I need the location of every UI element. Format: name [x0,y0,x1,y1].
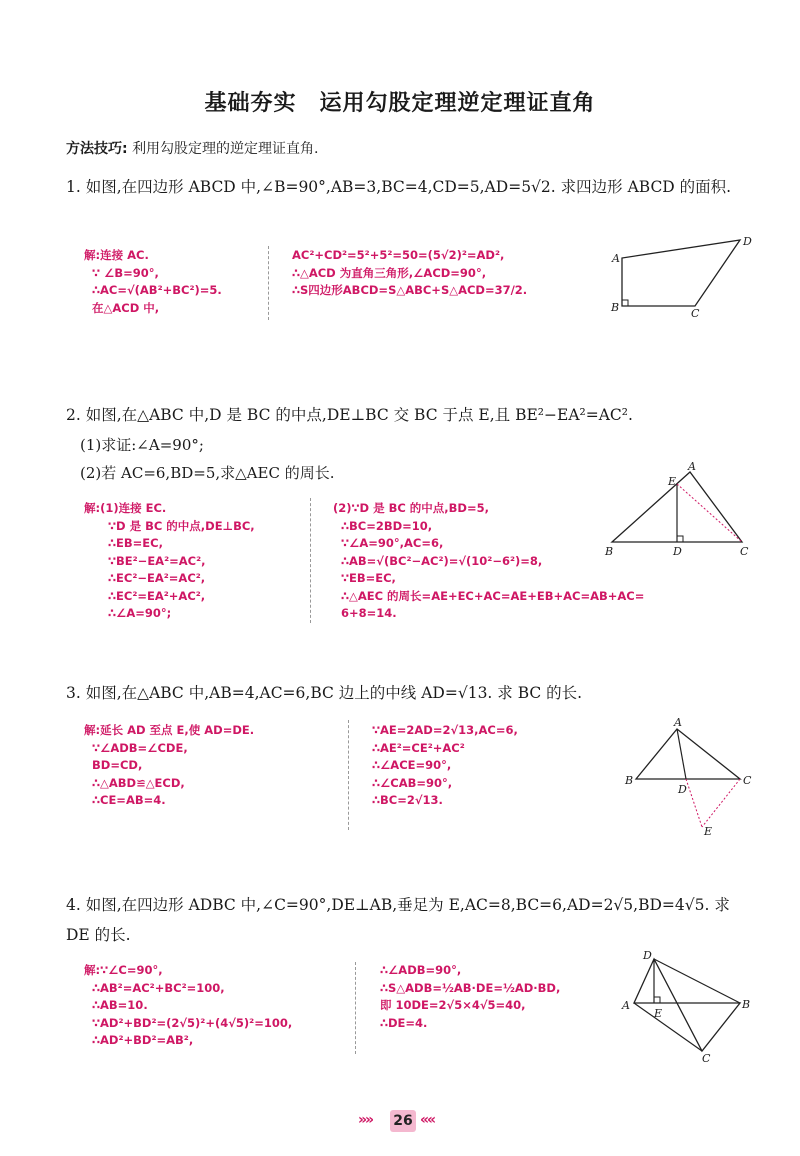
label-c: C [691,307,700,320]
question-1-solution-right: AC²+CD²=5²+5²=50=(5√2)²=AD², ∴△ACD 为直角三角形,∠ACD=90°, ∴S四边形ABCD=S△ABC+S△ACD=37/2. [292,248,528,297]
label-d: D [643,949,652,962]
question-2-figure [600,460,760,560]
segment-ce [702,779,740,827]
method-label: 方法技巧: [66,141,128,157]
right-angle-mark [654,997,660,1003]
label-c: C [743,774,752,787]
label-a: A [622,999,630,1012]
divider [268,246,269,320]
label-b: B [625,774,634,787]
label-d: D [678,783,687,796]
divider [355,962,356,1054]
page-number: 26 [390,1110,416,1132]
label-b: B [742,998,751,1011]
extension-de [686,779,702,827]
divider [348,720,349,830]
label-a: A [612,252,620,265]
triangle-abc [636,729,740,779]
page-title: 基础夯实 运用勾股定理逆定理证直角 [204,91,596,116]
label-a: A [674,716,682,729]
question-2-solution-right: (2)∵D 是 BC 的中点,BD=5, ∴BC=2BD=10, ∵∠A=90°,AC=6, ∴AB=√(BC²−AC²)=√(10²−6²)=8, ∵EB=EC, ∴△AEC 的周长=AE+EC+AC=AE+EB+AC=AB+AC= 6+8=14. [333,501,645,620]
method-text: 利用勾股定理的逆定理证直角. [132,141,319,157]
right-angle-mark [677,536,683,542]
left-arrows-icon: »» [358,1112,373,1128]
question-2-part-2: (2)若 AC=6,BD=5,求△AEC 的周长. [80,464,335,482]
question-1-figure [600,230,770,320]
segment-db [654,959,740,1003]
label-e: E [704,825,713,838]
label-d: D [743,235,752,248]
label-a: A [688,460,696,473]
right-arrows-icon: «« [420,1112,435,1128]
question-1-solution-left: 解:连接 AC. ∵ ∠B=90°, ∴AC=√(AB²+BC²)=5. 在△ACD 中, [84,248,222,315]
label-b: B [611,301,620,314]
question-4-text: 4. 如图,在四边形 ADBC 中,∠C=90°,DE⊥AB,垂足为 E,AC=8,BC=6,AD=2√5,BD=4√5. 求 DE 的长. [66,896,730,944]
question-1-text: 1. 如图,在四边形 ABCD 中,∠B=90°,AB=3,BC=4,CD=5,AD=5√2. 求四边形 ABCD 的面积. [66,178,732,196]
quadrilateral-abcd [622,240,740,306]
method-tip [66,138,319,158]
question-4-figure [620,945,760,1065]
question-2-text: 2. 如图,在△ABC 中,D 是 BC 的中点,DE⊥BC 交 BC 于点 E,且 BE²−EA²=AC². [66,406,633,424]
question-2-part-1: (1)求证:∠A=90°; [80,436,204,454]
label-e: E [668,475,677,488]
question-3-figure [622,715,762,840]
label-c: C [740,545,749,558]
right-angle-mark [622,300,628,306]
label-d: D [673,545,682,558]
label-b: B [605,545,614,558]
page-number-badge [358,1110,448,1136]
quadrilateral-adbc [634,959,740,1051]
question-4-solution-left: 解:∵∠C=90°, ∴AB²=AC²+BC²=100, ∴AB=10. ∵AD²+BD²=(2√5)²+(4√5)²=100, ∴AD²+BD²=AB², [84,963,293,1047]
question-3-solution-right: ∵AE=2AD=2√13,AC=6, ∴AE²=CE²+AC² ∴∠ACE=90°, ∴∠CAB=90°, ∴BC=2√13. [372,723,518,807]
question-3-text: 3. 如图,在△ABC 中,AB=4,AC=6,BC 边上的中线 AD=√13. 求 BC 的长. [66,684,583,702]
segment-ac [634,1003,702,1051]
label-e: E [654,1007,663,1020]
label-c: C [702,1052,711,1065]
segment-ec [677,484,742,542]
question-4-solution-right: ∴∠ADB=90°, ∴S△ADB=½AB·DE=½AD·BD, 即 10DE=2√5×4√5=40, ∴DE=4. [380,963,561,1030]
divider [310,498,311,623]
question-3-solution-left: 解:延长 AD 至点 E,使 AD=DE. ∵∠ADB=∠CDE, BD=CD, ∴△ABD≌△ECD, ∴CE=AB=4. [84,723,255,807]
median-ad [677,729,686,779]
question-2-solution-left: 解:(1)连接 EC. ∵D 是 BC 的中点,DE⊥BC, ∴EB=EC, ∵BE²−EA²=AC², ∴EC²−EA²=AC², ∴EC²=EA²+AC², ∴∠A=90°; [84,501,255,620]
